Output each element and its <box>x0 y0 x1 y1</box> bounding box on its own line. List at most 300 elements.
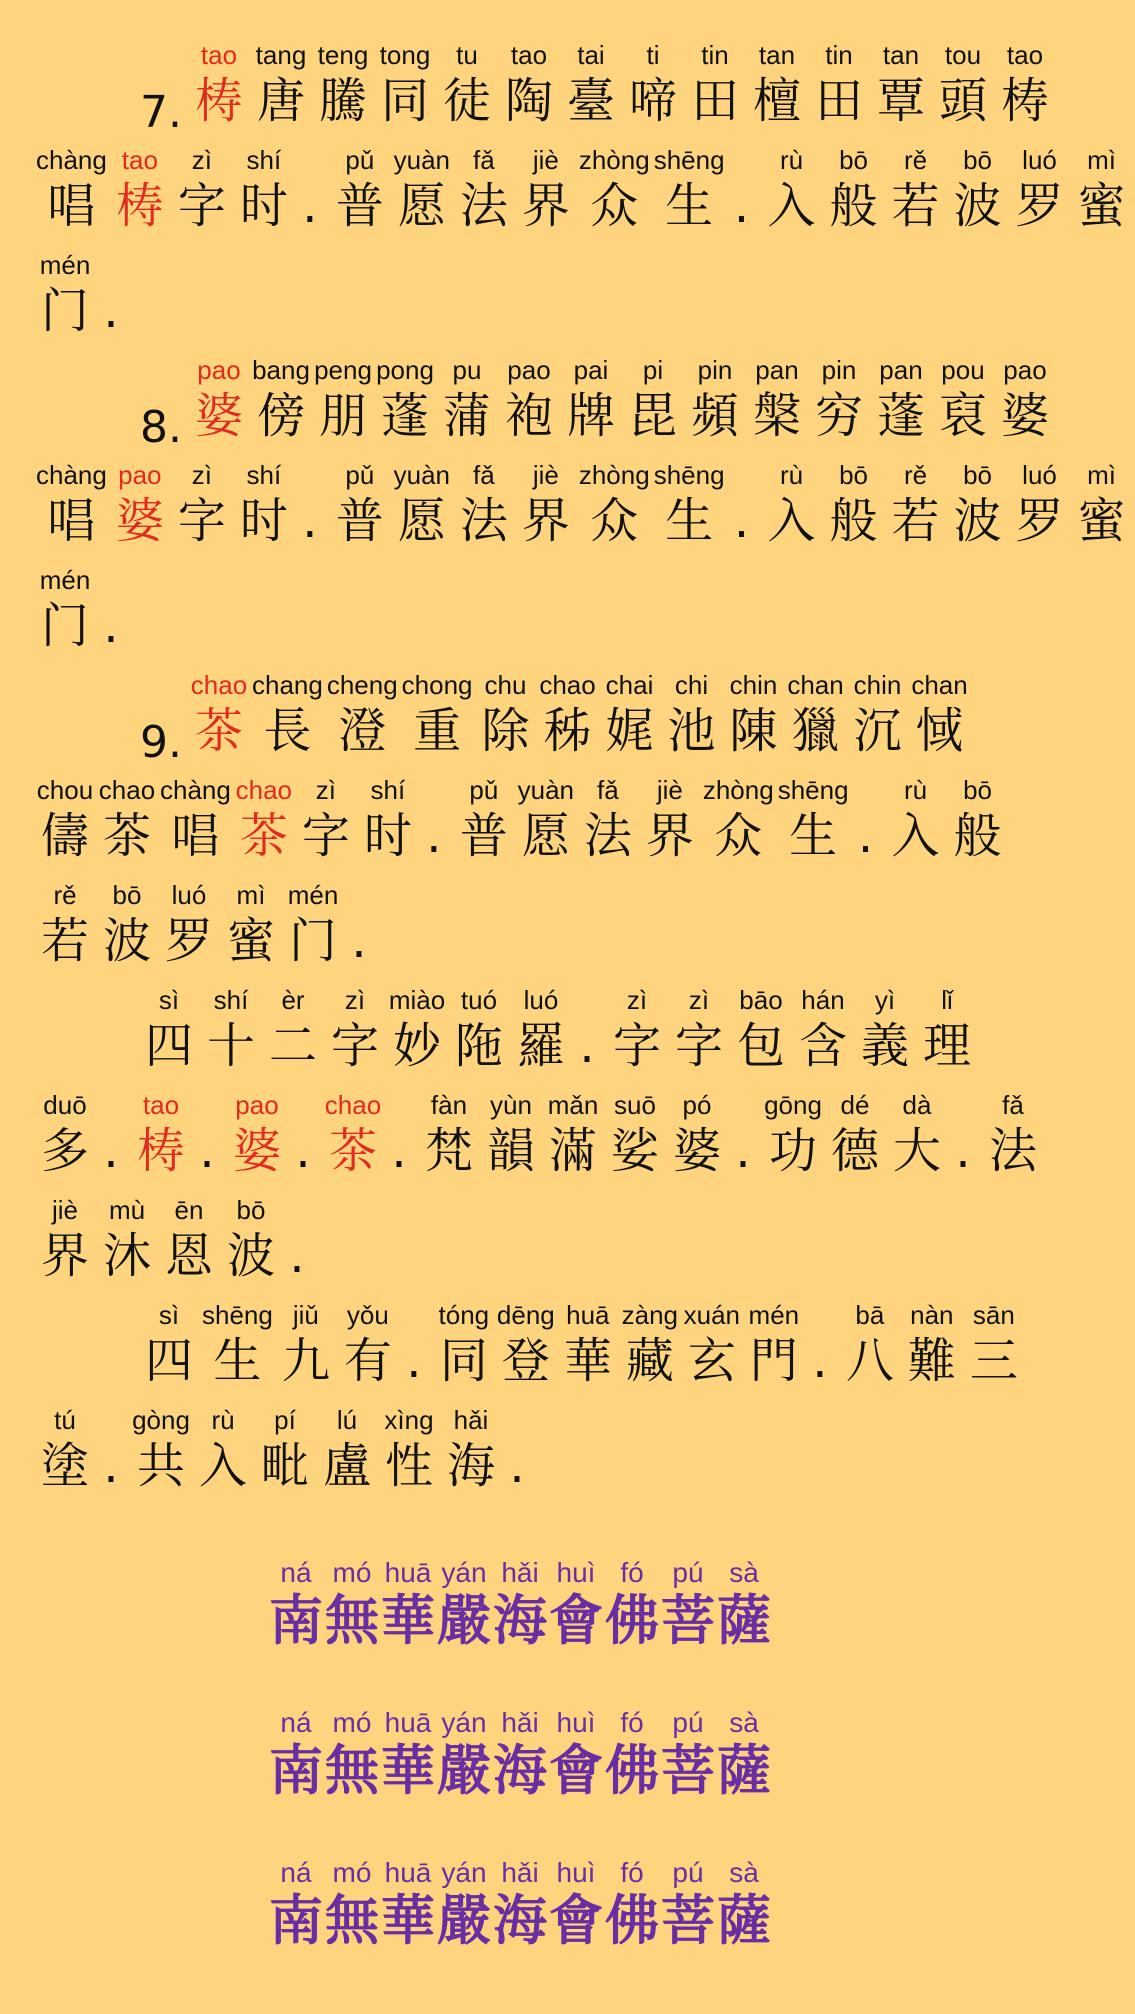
pinyin-label: shēng <box>777 775 849 805</box>
ruby-character <box>438 40 496 132</box>
verse-line <box>140 1300 1027 1402</box>
pinyin-label: pan <box>879 355 923 385</box>
ruby-character <box>160 1195 218 1287</box>
verse-line <box>140 355 1058 457</box>
chinese-character: 蒲 <box>442 388 491 444</box>
chinese-character: 徒 <box>442 73 491 129</box>
ruby-character <box>324 1858 380 1952</box>
ruby-character <box>497 1300 555 1392</box>
pinyin-label: lǐ <box>941 985 953 1015</box>
chinese-character: 界 <box>40 1228 89 1284</box>
pinyin-label: pó <box>682 1090 712 1120</box>
chinese-character: 罗 <box>164 913 213 969</box>
ruby-character <box>949 775 1007 867</box>
pinyin-label: sà <box>729 1857 759 1888</box>
punctuation <box>98 1090 124 1182</box>
ruby-character <box>548 1708 604 1802</box>
ruby-character <box>324 1708 380 1802</box>
pinyin-label: bang <box>252 355 310 385</box>
ruby-character <box>624 40 682 132</box>
chinese-character: 菩 <box>661 1738 715 1802</box>
pinyin-label: pi <box>642 355 664 385</box>
ruby-character <box>380 1405 438 1497</box>
pinyin-label: yì <box>874 985 896 1015</box>
ruby-character <box>98 880 156 972</box>
ruby-character <box>517 775 575 867</box>
ruby-character <box>36 460 107 552</box>
chinese-character: 薩 <box>717 1738 771 1802</box>
verse-line <box>36 1090 1046 1192</box>
pinyin-label: fǎ <box>597 775 619 805</box>
pinyin-label: chin <box>729 670 778 700</box>
punctuation-mark: . <box>103 1438 119 1494</box>
chinese-character: 會 <box>549 1738 603 1802</box>
chinese-character: 界 <box>521 178 570 234</box>
ruby-character <box>36 250 94 342</box>
punctuation <box>290 1090 316 1182</box>
pinyin-label: sì <box>158 1300 180 1330</box>
chinese-character: 傍 <box>256 388 305 444</box>
pinyin-label: sà <box>729 1557 759 1588</box>
ruby-character <box>559 1300 617 1392</box>
pinyin-label: luó <box>1022 460 1057 490</box>
pinyin-label: chao <box>324 1090 382 1120</box>
ruby-character <box>222 1195 280 1287</box>
pinyin-label: ti <box>646 40 660 70</box>
punctuation <box>284 1195 310 1287</box>
ruby-character <box>36 1405 94 1497</box>
pinyin-label: chong <box>401 670 473 700</box>
pinyin-label: miào <box>388 985 446 1015</box>
chinese-character: 唐 <box>256 73 305 129</box>
ruby-character <box>887 775 945 867</box>
chinese-character: 八 <box>845 1333 894 1389</box>
chinese-character: 波 <box>953 493 1002 549</box>
punctuation <box>421 775 447 867</box>
chinese-character: 臺 <box>566 73 615 129</box>
chinese-character: 多 <box>40 1123 89 1179</box>
ruby-character <box>604 1858 660 1952</box>
pinyin-label: pan <box>755 355 799 385</box>
pinyin-label: luó <box>171 880 207 910</box>
pinyin-label: shí <box>370 775 406 805</box>
pinyin-label: tóng <box>438 1300 490 1330</box>
pinyin-label: chou <box>36 775 94 805</box>
chinese-character: 檀 <box>752 73 801 129</box>
ruby-character <box>548 1558 604 1652</box>
pinyin-label: jiè <box>51 1195 78 1225</box>
chinese-character: 義 <box>860 1018 909 1074</box>
ruby-character <box>455 775 513 867</box>
ruby-character <box>579 145 650 237</box>
pinyin-label: jiè <box>656 775 683 805</box>
ruby-character <box>621 1300 679 1392</box>
punctuation <box>297 145 323 237</box>
ruby-character <box>314 355 372 447</box>
ruby-character <box>500 355 558 447</box>
ruby-character <box>624 355 682 447</box>
chinese-character: 南 <box>269 1738 323 1802</box>
ruby-character <box>376 40 434 132</box>
chinese-character: 陁 <box>454 1018 503 1074</box>
pinyin-label: pú <box>672 1707 704 1738</box>
pinyin-label: rù <box>779 460 804 490</box>
pinyin-label: chàng <box>36 460 107 490</box>
pinyin-label: chi <box>674 670 709 700</box>
chinese-character: 池 <box>667 703 716 759</box>
chinese-character: 二 <box>268 1018 317 1074</box>
ruby-character <box>887 460 945 552</box>
pinyin-label: gōng <box>764 1090 822 1120</box>
ruby-character <box>331 145 389 237</box>
ruby-character <box>748 355 806 447</box>
chinese-character: 會 <box>549 1888 603 1952</box>
ruby-character <box>670 985 728 1077</box>
pinyin-label: hǎi <box>501 1707 539 1738</box>
chinese-character: 華 <box>381 1588 435 1652</box>
pinyin-label: tao <box>510 40 548 70</box>
chinese-character: 登 <box>501 1333 550 1389</box>
pinyin-label: fó <box>620 1557 644 1588</box>
pinyin-label: ēn <box>174 1195 204 1225</box>
chinese-character: 般 <box>829 493 878 549</box>
pinyin-label: luó <box>1022 145 1057 175</box>
pinyin-label: tai <box>577 40 605 70</box>
chinese-character: 無 <box>325 1588 379 1652</box>
chinese-character: 婆 <box>115 493 164 549</box>
chinese-character: 薩 <box>717 1588 771 1652</box>
pinyin-label: pu <box>452 355 482 385</box>
punctuation <box>401 1300 427 1392</box>
ruby-character <box>252 355 310 447</box>
ruby-character <box>512 985 570 1077</box>
ruby-character <box>825 145 883 237</box>
pinyin-label: chu <box>484 670 527 700</box>
chinese-character: 海 <box>493 1888 547 1952</box>
chinese-character: 婆 <box>232 1123 281 1179</box>
ruby-character <box>716 1558 772 1652</box>
pinyin-label: tu <box>456 40 478 70</box>
pinyin-label: fó <box>620 1857 644 1888</box>
verse-line <box>36 250 132 352</box>
chinese-character: 無 <box>325 1738 379 1802</box>
pinyin-label: fó <box>620 1707 644 1738</box>
chinese-character: 唱 <box>47 493 96 549</box>
chinese-character: 生 <box>665 493 714 549</box>
chinese-character: 梵 <box>424 1123 473 1179</box>
ruby-character <box>686 40 744 132</box>
verse-line <box>140 670 973 772</box>
chinese-character: 澄 <box>338 703 387 759</box>
pinyin-label: tao <box>200 40 238 70</box>
pinyin-label: tou <box>944 40 982 70</box>
chinese-character: 入 <box>767 178 816 234</box>
pinyin-label: bāo <box>739 985 783 1015</box>
ruby-character <box>562 355 620 447</box>
punctuation <box>297 460 323 552</box>
punctuation-mark: . <box>103 283 119 339</box>
punctuation-mark: . <box>351 913 367 969</box>
ruby-character <box>222 880 280 972</box>
chinese-character: 頭 <box>938 73 987 129</box>
ruby-character <box>934 40 992 132</box>
verse-number <box>140 670 182 772</box>
punctuation-mark: . <box>406 1333 422 1389</box>
chinese-character: 门 <box>40 598 89 654</box>
chinese-character: 騰 <box>318 73 367 129</box>
chinese-character: 除 <box>481 703 530 759</box>
ruby-character <box>402 670 473 762</box>
ruby-character <box>810 40 868 132</box>
pinyin-label: chàng <box>36 145 107 175</box>
chinese-character: 重 <box>413 703 462 759</box>
pinyin-label: ná <box>280 1557 312 1588</box>
pinyin-label: tao <box>142 1090 180 1120</box>
pinyin-label: èr <box>281 985 305 1015</box>
ruby-character <box>562 40 620 132</box>
chinese-character: 字 <box>177 493 226 549</box>
pinyin-label: dēng <box>496 1300 555 1330</box>
chinese-character: 菩 <box>661 1588 715 1652</box>
pinyin-label: tao <box>1006 40 1044 70</box>
chinese-character: 茶 <box>194 703 243 759</box>
pinyin-label: pǔ <box>469 775 499 805</box>
pinyin-label: tang <box>255 40 307 70</box>
ruby-character <box>252 40 310 132</box>
ruby-character <box>98 1195 156 1287</box>
chinese-character: 门 <box>40 283 89 339</box>
ruby-character <box>268 1708 324 1802</box>
pinyin-label: chao <box>539 670 596 700</box>
pinyin-label: fǎ <box>473 145 495 175</box>
pinyin-label: mù <box>108 1195 146 1225</box>
pinyin-label: gòng <box>132 1405 190 1435</box>
ruby-character <box>608 985 666 1077</box>
chinese-character: 法 <box>459 178 508 234</box>
ruby-character <box>482 1090 540 1182</box>
chinese-character: 愿 <box>397 493 446 549</box>
ruby-character <box>903 1300 961 1392</box>
pinyin-label: huā <box>384 1557 432 1588</box>
chinese-character: 普 <box>459 808 508 864</box>
ruby-character <box>388 985 446 1077</box>
ruby-character <box>438 355 496 447</box>
punctuation-mark: . <box>199 1123 215 1179</box>
ruby-character <box>132 1405 190 1497</box>
pinyin-label: mǎn <box>547 1090 599 1120</box>
pinyin-label: dà <box>902 1090 932 1120</box>
ruby-character <box>1073 460 1131 552</box>
chinese-character: 共 <box>136 1438 185 1494</box>
chinese-character: 时 <box>363 808 412 864</box>
ruby-character <box>887 145 945 237</box>
ruby-character <box>934 355 992 447</box>
pinyin-label: pai <box>573 355 609 385</box>
ruby-character <box>450 985 508 1077</box>
chinese-character: 生 <box>213 1333 262 1389</box>
ruby-character <box>1011 145 1069 237</box>
ruby-character <box>888 1090 946 1182</box>
pinyin-label: yán <box>441 1857 487 1888</box>
chinese-character: 字 <box>612 1018 661 1074</box>
chinese-character: 獵 <box>791 703 840 759</box>
chinese-character: 惐 <box>915 703 964 759</box>
pinyin-label: fǎ <box>473 460 495 490</box>
invocation-line <box>268 1858 772 1960</box>
ruby-character <box>36 880 94 972</box>
invocation-line <box>268 1708 772 1810</box>
chinese-character: 包 <box>736 1018 785 1074</box>
ruby-character <box>435 1300 493 1392</box>
chinese-character: 嚴 <box>437 1588 491 1652</box>
ruby-character <box>160 880 218 972</box>
ruby-character <box>604 1708 660 1802</box>
chinese-character: 門 <box>749 1333 798 1389</box>
ruby-character <box>579 775 637 867</box>
pinyin-label: mén <box>287 880 339 910</box>
ruby-character <box>725 670 783 762</box>
chinese-character: 娑 <box>610 1123 659 1179</box>
ruby-character <box>949 145 1007 237</box>
ruby-character <box>660 1858 716 1952</box>
pinyin-label: bō <box>963 145 992 175</box>
pinyin-label: pin <box>697 355 733 385</box>
pinyin-label: chan <box>911 670 968 700</box>
ruby-character <box>716 1858 772 1952</box>
pinyin-label: dé <box>840 1090 870 1120</box>
pinyin-label: hǎi <box>501 1557 539 1588</box>
chinese-character: 陶 <box>504 73 553 129</box>
ruby-character <box>436 1858 492 1952</box>
chinese-character: 菩 <box>661 1888 715 1952</box>
chinese-character: 婆 <box>672 1123 721 1179</box>
chinese-character: 藏 <box>625 1333 674 1389</box>
ruby-character <box>949 460 1007 552</box>
ruby-character <box>548 1858 604 1952</box>
punctuation-mark: . <box>302 493 318 549</box>
chinese-character: 茶 <box>102 808 151 864</box>
chinese-character: 沉 <box>853 703 902 759</box>
ruby-character <box>393 460 451 552</box>
pinyin-label: hán <box>801 985 845 1015</box>
chinese-character: 茶 <box>239 808 288 864</box>
ruby-character <box>190 40 248 132</box>
ruby-character <box>763 460 821 552</box>
chinese-character: 陳 <box>729 703 778 759</box>
ruby-character <box>36 1195 94 1287</box>
ruby-character <box>442 1405 500 1497</box>
punctuation-mark: . <box>391 1123 407 1179</box>
ruby-character <box>111 145 169 237</box>
pinyin-label: pin <box>821 355 857 385</box>
pinyin-label: zì <box>191 460 212 490</box>
chinese-character: 盧 <box>322 1438 371 1494</box>
ruby-character <box>663 670 721 762</box>
chinese-character: 界 <box>521 493 570 549</box>
ruby-character <box>277 1300 335 1392</box>
punctuation-mark: . <box>857 808 874 864</box>
chinese-character: 海 <box>493 1738 547 1802</box>
ruby-character <box>190 355 248 447</box>
pinyin-label: zì <box>191 145 212 175</box>
pinyin-label: sà <box>729 1707 759 1738</box>
punctuation-mark: . <box>103 1123 119 1179</box>
ruby-character <box>826 1090 884 1182</box>
ruby-character <box>686 355 744 447</box>
pinyin-label: chin <box>853 670 902 700</box>
ruby-character <box>825 460 883 552</box>
chinese-character: 理 <box>922 1018 971 1074</box>
pinyin-label: duō <box>43 1090 87 1120</box>
chinese-character: 啼 <box>628 73 677 129</box>
chinese-character: 秭 <box>543 703 592 759</box>
chinese-character: 朋 <box>318 388 367 444</box>
pinyin-label: zhòng <box>578 460 650 490</box>
ruby-character <box>202 1300 273 1392</box>
chinese-character: 众 <box>590 178 639 234</box>
chinese-character: 佛 <box>605 1738 659 1802</box>
chinese-character: 難 <box>907 1333 956 1389</box>
pinyin-label: pú <box>672 1557 704 1588</box>
pinyin-label: pao <box>235 1090 279 1120</box>
chinese-character: 頻 <box>690 388 739 444</box>
pinyin-label: fǎ <box>1002 1090 1024 1120</box>
chinese-character: 茶 <box>328 1123 377 1179</box>
pinyin-label: rù <box>903 775 928 805</box>
pinyin-label: pao <box>1003 355 1047 385</box>
pinyin-label: chao <box>190 670 248 700</box>
chinese-character: 罗 <box>1015 178 1064 234</box>
ruby-character <box>140 985 198 1077</box>
punctuation <box>853 775 879 867</box>
pinyin-label: mén <box>39 250 91 280</box>
chinese-character: 槃 <box>752 388 801 444</box>
pinyin-label: mì <box>1087 460 1116 490</box>
chinese-character: 波 <box>102 913 151 969</box>
ruby-character <box>297 775 355 867</box>
punctuation <box>504 1405 530 1497</box>
pinyin-label: tan <box>882 40 920 70</box>
pinyin-label: pao <box>118 460 162 490</box>
pinyin-label: jiè <box>532 460 559 490</box>
chinese-character: 波 <box>226 1228 275 1284</box>
pinyin-label: yǒu <box>346 1300 389 1330</box>
ruby-character <box>173 460 231 552</box>
ruby-character <box>284 880 342 972</box>
pinyin-label: pǔ <box>345 460 375 490</box>
ruby-character <box>420 1090 478 1182</box>
pinyin-label: yuàn <box>393 145 451 175</box>
chinese-character: 沐 <box>102 1228 151 1284</box>
verse-line <box>36 565 132 667</box>
chinese-character: 入 <box>767 493 816 549</box>
chinese-character: 梼 <box>194 73 243 129</box>
punctuation <box>950 1090 976 1182</box>
pinyin-label: rě <box>903 460 928 490</box>
punctuation <box>730 1090 756 1182</box>
chinese-character: 三 <box>969 1333 1018 1389</box>
pinyin-label: lú <box>336 1405 358 1435</box>
chinese-character: 南 <box>269 1888 323 1952</box>
pinyin-label: chan <box>787 670 844 700</box>
pinyin-label: hǎi <box>453 1405 489 1435</box>
chinese-character: 普 <box>335 178 384 234</box>
chinese-character: 羅 <box>516 1018 565 1074</box>
ruby-character <box>324 1090 382 1182</box>
pinyin-label: bō <box>112 880 142 910</box>
chinese-character: 罗 <box>1015 493 1064 549</box>
ruby-character <box>492 1708 548 1802</box>
